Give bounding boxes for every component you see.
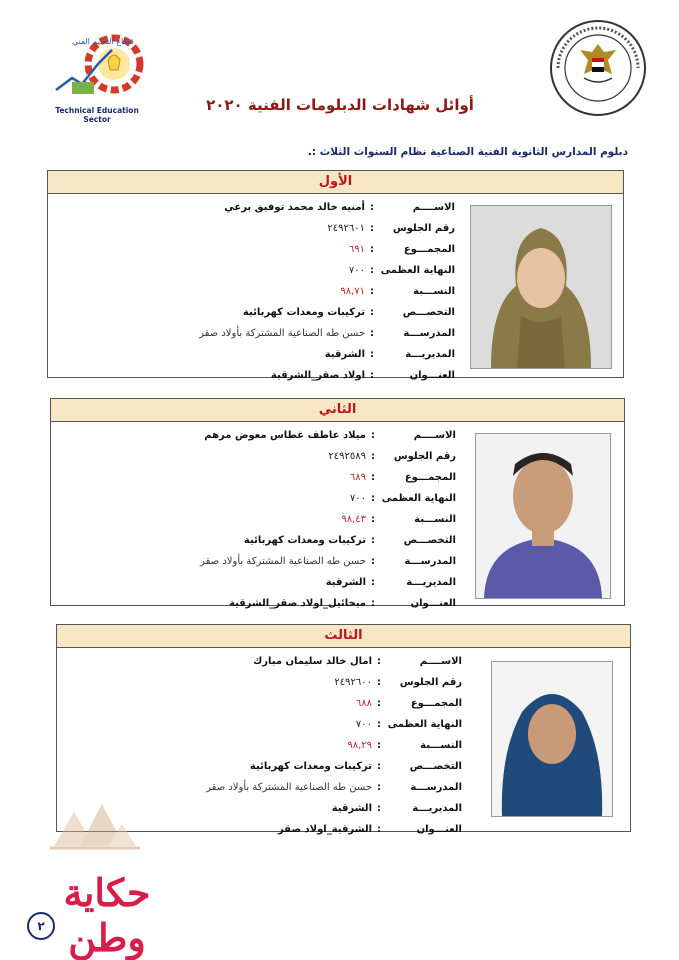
value-max: ٧٠٠ xyxy=(349,493,366,504)
student-photo xyxy=(491,661,613,817)
colon: : xyxy=(377,698,381,709)
field-percent xyxy=(66,509,456,530)
gear-lightbulb-icon xyxy=(42,20,152,104)
value-percent: ٩٨,٧١ xyxy=(340,286,365,297)
pyramids-watermark xyxy=(50,790,140,852)
subtitle-text: دبلوم المدارس الثانوية الفنية الصناعية نظام السنوات الثلاث : xyxy=(311,146,628,158)
colon: : xyxy=(370,328,374,339)
label-address: العنـــوان xyxy=(409,370,455,381)
field-name xyxy=(65,197,455,218)
field-max xyxy=(72,714,462,735)
value-major: تركيبات ومعدات كهربائية xyxy=(243,535,366,546)
label-percent: النســـبة xyxy=(420,740,462,751)
colon: : xyxy=(371,577,375,588)
label-seat: رقم الجلوس xyxy=(392,223,455,234)
field-seat xyxy=(72,672,462,693)
student-photo xyxy=(475,433,611,599)
student-info xyxy=(65,197,455,386)
value-major: تركيبات ومعدات كهربائية xyxy=(249,761,372,772)
field-max xyxy=(65,260,455,281)
value-seat: ٢٤٩٢٥٨٩ xyxy=(328,451,366,462)
field-total xyxy=(65,239,455,260)
colon: : xyxy=(377,677,381,688)
colon: : xyxy=(370,223,374,234)
value-name: أمنيه خالد محمد توفيق برعي xyxy=(224,202,365,213)
label-address: العنـــوان xyxy=(416,824,462,835)
rank-header: الثاني xyxy=(51,399,624,422)
value-seat: ٢٤٩٢٦٠١ xyxy=(327,223,365,234)
watermark-text: حكاية وطن xyxy=(63,870,151,960)
label-directorate: المديريـــة xyxy=(405,349,455,360)
value-major: تركيبات ومعدات كهربائية xyxy=(242,307,365,318)
label-max: النهاية العظمى xyxy=(381,493,456,504)
colon: : xyxy=(370,265,374,276)
label-total: المجمـــوع xyxy=(403,244,455,255)
colon: : xyxy=(371,535,375,546)
field-school xyxy=(66,551,456,572)
field-percent xyxy=(65,281,455,302)
bullet-dot: . xyxy=(307,146,312,158)
label-seat: رقم الجلوس xyxy=(399,677,462,688)
field-seat xyxy=(66,446,456,467)
person-portrait-icon xyxy=(476,434,610,598)
student-info xyxy=(66,425,456,614)
field-seat xyxy=(65,218,455,239)
colon: : xyxy=(377,824,381,835)
label-major: التخصـــص xyxy=(402,307,455,318)
value-address: اولاد صقر_الشرقية xyxy=(270,370,365,381)
field-max xyxy=(66,488,456,509)
colon: : xyxy=(370,286,374,297)
colon: : xyxy=(371,472,375,483)
field-major xyxy=(65,302,455,323)
colon: : xyxy=(371,598,375,609)
label-major: التخصـــص xyxy=(409,761,462,772)
value-directorate: الشرقية xyxy=(325,577,366,588)
value-directorate: الشرقية xyxy=(324,349,365,360)
field-address xyxy=(66,593,456,614)
field-percent xyxy=(72,735,462,756)
label-total: المجمـــوع xyxy=(404,472,456,483)
sector-logo-caption: Technical Education Sector xyxy=(55,106,139,124)
colon: : xyxy=(370,202,374,213)
label-name: الاســــم xyxy=(413,430,456,441)
field-directorate xyxy=(65,344,455,365)
label-directorate: المديريـــة xyxy=(406,577,456,588)
label-total: المجمـــوع xyxy=(410,698,462,709)
label-max: النهاية العظمى xyxy=(387,719,462,730)
label-name: الاســــم xyxy=(419,656,462,667)
pyramids-icon xyxy=(50,790,140,852)
page-title: أوائل شهادات الدبلومات الفنية ٢٠٢٠ xyxy=(206,96,474,114)
value-school: حسن طه الصناعية المشتركة بأولاد صقر xyxy=(199,328,365,339)
colon: : xyxy=(370,244,374,255)
value-address: ميخائيل_اولاد صقر_الشرقية xyxy=(228,598,366,609)
colon: : xyxy=(377,782,381,793)
value-percent: ٩٨,٤٣ xyxy=(341,514,366,525)
label-directorate: المديريـــة xyxy=(412,803,462,814)
field-major xyxy=(72,756,462,777)
rank-header: الأول xyxy=(48,171,623,194)
colon: : xyxy=(377,803,381,814)
label-name: الاســــم xyxy=(412,202,455,213)
value-max: ٧٠٠ xyxy=(348,265,365,276)
colon: : xyxy=(371,430,375,441)
technical-education-sector-logo xyxy=(42,20,152,122)
student-card-first xyxy=(47,170,624,381)
egypt-eagle-emblem-icon xyxy=(548,18,648,118)
label-percent: النســـبة xyxy=(413,286,455,297)
value-seat: ٢٤٩٢٦٠٠ xyxy=(334,677,372,688)
field-total xyxy=(66,467,456,488)
person-portrait-icon xyxy=(492,662,612,816)
colon: : xyxy=(371,451,375,462)
field-directorate xyxy=(66,572,456,593)
field-school xyxy=(65,323,455,344)
colon: : xyxy=(371,514,375,525)
label-school: المدرســـة xyxy=(403,328,455,339)
field-name xyxy=(66,425,456,446)
field-total xyxy=(72,693,462,714)
colon: : xyxy=(370,307,374,318)
value-name: ميلاد عاطف غطاس معوض مرهم xyxy=(204,430,366,441)
label-address: العنـــوان xyxy=(410,598,456,609)
value-total: ٦٩١ xyxy=(348,244,365,255)
colon: : xyxy=(377,719,381,730)
value-total: ٦٨٩ xyxy=(349,472,366,483)
colon: : xyxy=(377,740,381,751)
label-seat: رقم الجلوس xyxy=(393,451,456,462)
colon: : xyxy=(371,493,375,504)
colon: : xyxy=(377,656,381,667)
student-card-third xyxy=(56,624,631,835)
value-percent: ٩٨,٢٩ xyxy=(347,740,372,751)
label-school: المدرســـة xyxy=(410,782,462,793)
colon: : xyxy=(377,761,381,772)
field-name xyxy=(72,651,462,672)
label-school: المدرســـة xyxy=(404,556,456,567)
colon: : xyxy=(370,349,374,360)
page-number: ٢ xyxy=(27,912,55,940)
colon: : xyxy=(370,370,374,381)
value-address: الشرقية_اولاد صقر xyxy=(277,824,372,835)
label-major: التخصـــص xyxy=(403,535,456,546)
svg-text:قطاع التعليم الفني: قطاع التعليم الفني xyxy=(72,37,134,46)
rank-header: الثالث xyxy=(57,625,630,648)
label-percent: النســـبة xyxy=(414,514,456,525)
value-max: ٧٠٠ xyxy=(355,719,372,730)
student-photo xyxy=(470,205,612,369)
section-subtitle xyxy=(150,146,628,158)
colon: : xyxy=(371,556,375,567)
label-max: النهاية العظمى xyxy=(380,265,455,276)
field-address xyxy=(65,365,455,386)
value-directorate: الشرقية xyxy=(331,803,372,814)
ministry-logo xyxy=(548,18,648,118)
value-school: حسن طه الصناعية المشتركة بأولاد صقر xyxy=(200,556,366,567)
field-major xyxy=(66,530,456,551)
value-school: حسن طه الصناعية المشتركة بأولاد صقر xyxy=(206,782,372,793)
value-name: امال خالد سليمان مبارك xyxy=(253,656,372,667)
value-total: ٦٨٨ xyxy=(355,698,372,709)
student-card-second xyxy=(50,398,625,609)
person-portrait-icon xyxy=(471,206,611,368)
